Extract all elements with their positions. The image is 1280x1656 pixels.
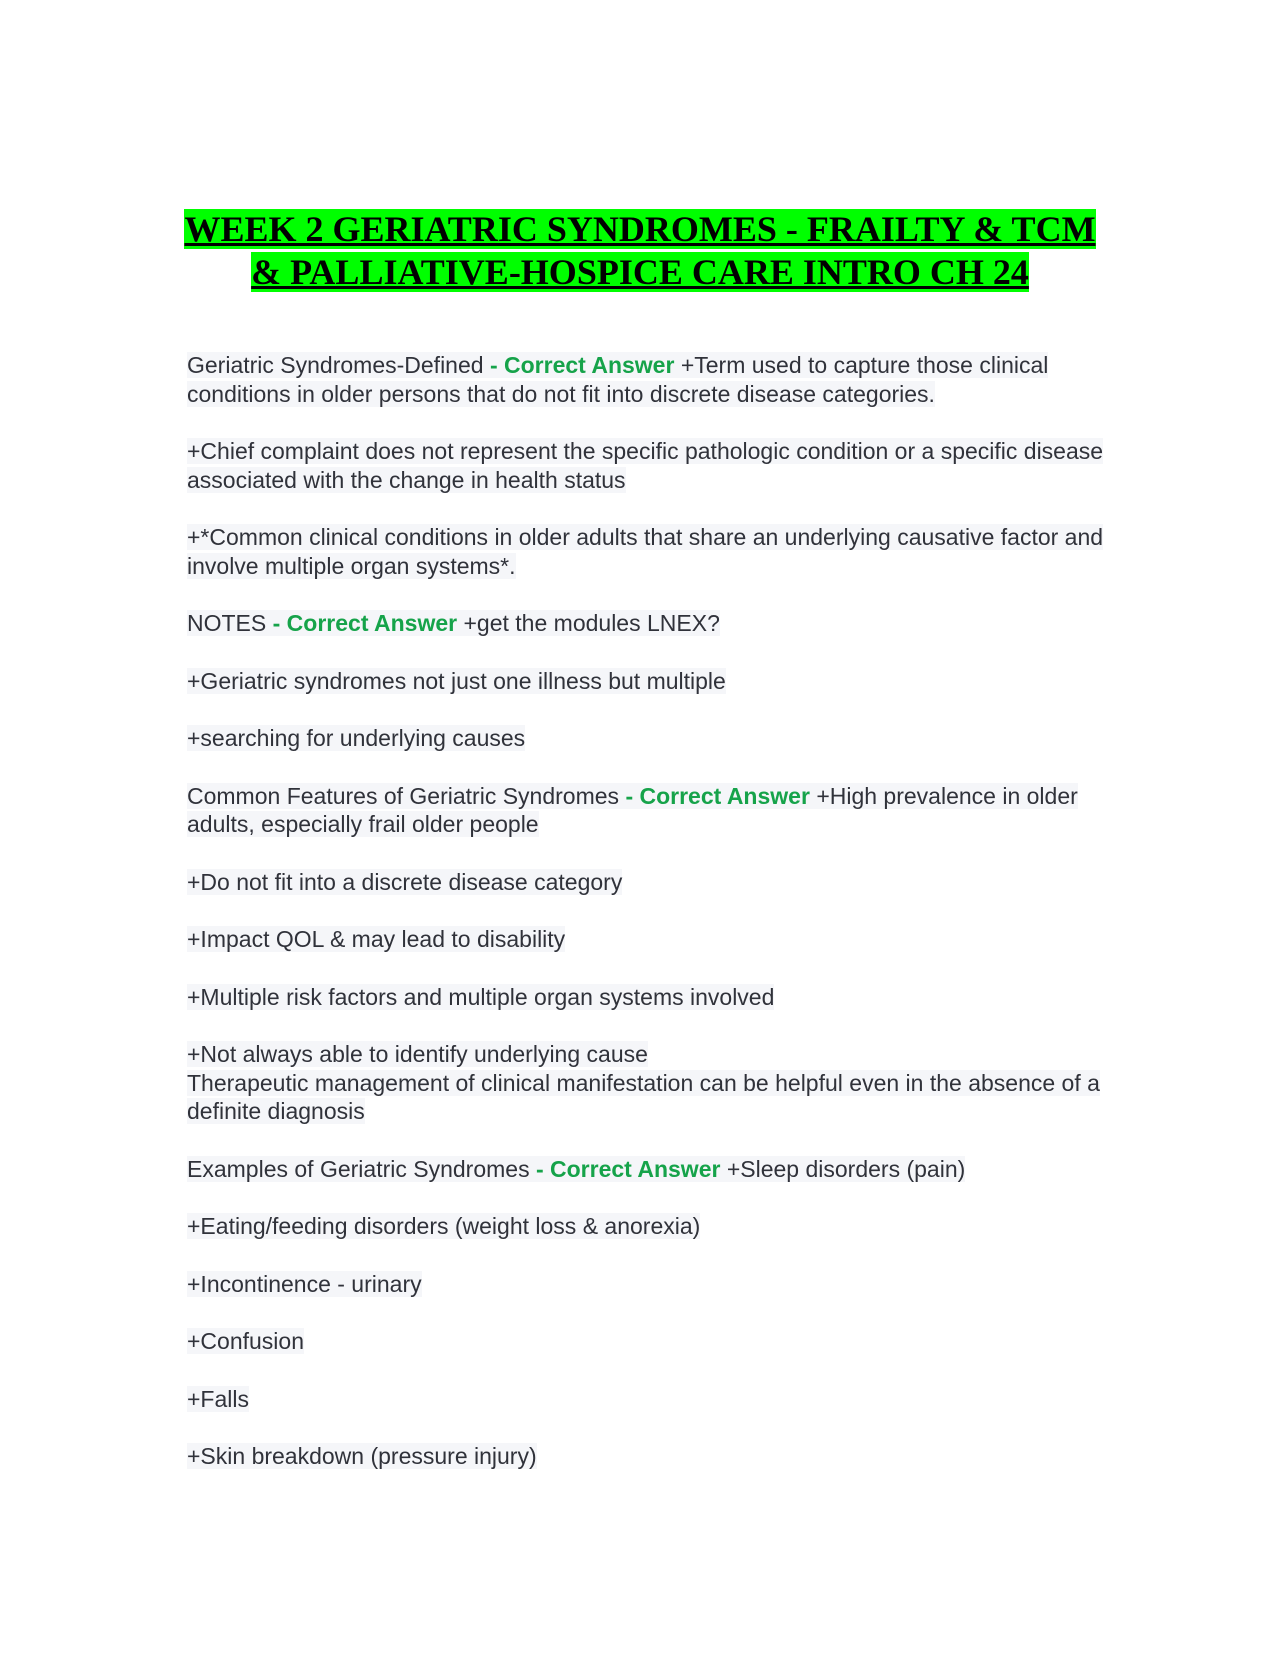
correct-answer-marker: - Correct Answer [625, 782, 810, 809]
correct-answer-marker: - Correct Answer [489, 352, 675, 378]
correct-answer-marker: - Correct Answer [272, 610, 458, 636]
question-text: Geriatric Syndromes-Defined [187, 352, 484, 378]
answer-point: +Skin breakdown (pressure injury) [187, 1443, 537, 1469]
answer-point: +Geriatric syndromes not just one illness but multiple [187, 667, 726, 694]
answer-text: +get the modules LNEX? [463, 610, 720, 636]
flashcard-q2 [187, 609, 1107, 638]
answer-point [187, 1040, 1107, 1126]
answer-text: +High prevalence in older adults, especially frail older people [187, 782, 1078, 837]
answer-text: +Term used to capture those clinical conditions in older persons that do not fit into discrete disease categories. [187, 352, 1049, 407]
question-text: NOTES [187, 610, 267, 636]
flashcard-q3 [187, 782, 1107, 839]
question-text: Examples of Geriatric Syndromes [187, 1155, 530, 1182]
flashcard-q1 [187, 351, 1107, 408]
answer-point: +searching for underlying causes [187, 725, 526, 751]
answer-point: +Eating/feeding disorders (weight loss & anorexia) [187, 1213, 701, 1239]
answer-point: +Multiple risk factors and multiple organ systems involved [187, 983, 775, 1010]
answer-point: +Incontinence - urinary [187, 1270, 422, 1297]
answer-point: +Impact QOL & may lead to disability [187, 926, 566, 952]
title-line-1: WEEK 2 GERIATRIC SYNDROMES - FRAILTY & TCM [184, 209, 1096, 249]
question-text: Common Features of Geriatric Syndromes [187, 782, 620, 809]
answer-text: +Sleep disorders (pain) [726, 1155, 966, 1182]
answer-point-line-1: +Not always able to identify underlying cause [187, 1041, 648, 1067]
answer-point: +Do not fit into a discrete disease category [187, 868, 623, 895]
page-title [140, 208, 1140, 294]
flashcard-content [187, 351, 1107, 1500]
title-line-2: & PALLIATIVE-HOSPICE CARE INTRO CH 24 [251, 252, 1029, 292]
answer-point: +Chief complaint does not represent the specific pathologic condition or a specific disease associated with the change in health status [187, 438, 1104, 493]
answer-point: +*Common clinical conditions in older adults that share an underlying causative factor and involve multiple organ systems*. [187, 524, 1104, 579]
answer-point: +Falls [187, 1385, 249, 1412]
answer-point-line-2: Therapeutic management of clinical manifestation can be helpful even in the absence of a definite diagnosis [187, 1069, 1100, 1124]
flashcard-q4 [187, 1155, 1107, 1184]
document-title [140, 208, 1140, 294]
correct-answer-marker: - Correct Answer [535, 1155, 721, 1182]
answer-point: +Confusion [187, 1328, 304, 1354]
